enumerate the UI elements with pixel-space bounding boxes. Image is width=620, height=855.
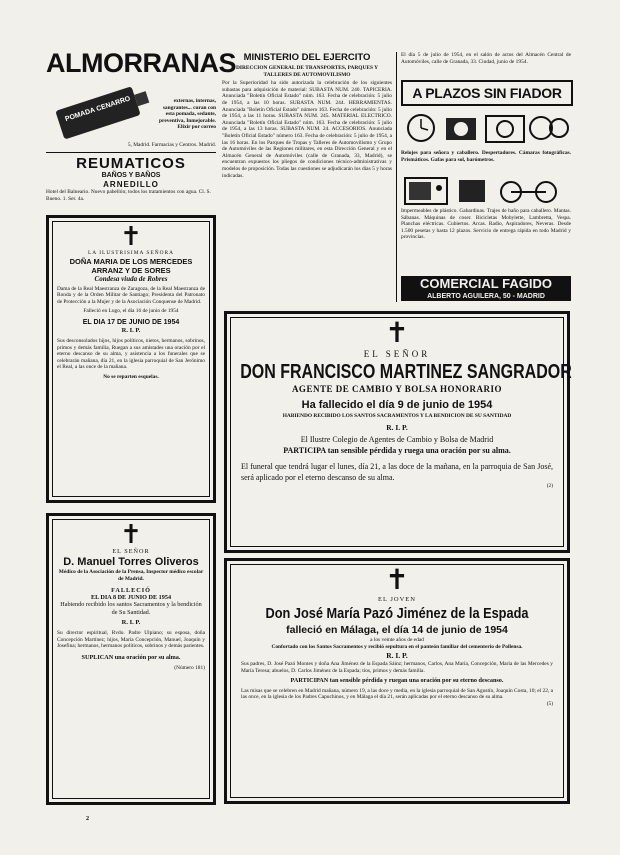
torres-family: Su director espiritual, Rvdo. Padre Ulpiano; su esposa, doña Concepción Martínez; hijos, María Concepción, Manuel, Joaquín y Josefina; hermanos, hermanos políticos, sobrinos y demás parientes. (57, 630, 205, 650)
esquela-sangrador (224, 311, 570, 553)
reumaticos-body: Hotel del Balneario. Nuevo pabellón; todos los tratamientos con agua. Cl. S. Bueno. 1. Ser. 4a. (46, 189, 211, 202)
ministerio-subtitle: DIRECCION GENERAL DE TRANSPORTES, PARQUES Y TALLERES DE AUTOMOVILISMO (236, 65, 378, 78)
reumaticos-ad (46, 155, 216, 207)
cross-icon: ✝ (120, 520, 142, 549)
pazo-received: Confortado con los Santos Sacramentos y recibió sepultura en el panteón familiar del cementerio de Pollensa. (271, 643, 523, 650)
almorranas-side-text: externas, internas, sangrantes... curan con esta pomada, sedante, preventiva, Inmejorable. Elixir por correo (159, 98, 216, 131)
ministerio-title: MINISTERIO DEL EJERCITO (243, 52, 371, 63)
condesa-small-note: Falleció en Lugo, el día 16 de junio de 1954 (83, 308, 179, 315)
pazo-family: Sus padres, D. José Pazó Montes y doña Ana Jiménez de la Espada Sáinz; hermanos, Carlos, Ana María, Concepción, María de las Mercedes y María Teresa; abuelos, D. Carlos Jiménez de la Espada; tíos, primos y demás familia. (241, 661, 553, 674)
sangrador-rip: R. I. P. (386, 422, 408, 432)
cross-icon: ✝ (385, 565, 409, 596)
plazos-text: Relojes para señora y caballero. Despertadores. Cámaras fotográficas. Prismáticos. Gafas para sol, barómetros. (401, 150, 571, 163)
pazo-masses: Las misas que se celebren en Madrid mañana, número 19, a las doce y media, en la iglesia parroquial de San Agustín, Joaquín Costa, 10; el 22, a las once, en la iglesia de los Padres Capuchinos, y en Málaga el día 21, serán aplicadas por el eterno descanso de su alma. (241, 687, 553, 701)
sangrador-role: AGENTE DE CAMBIO Y BOLSA HONORARIO (291, 384, 503, 394)
esquela-pazo (224, 558, 570, 804)
pazo-code: (5) (546, 700, 553, 707)
plazos-title: A PLAZOS SIN FIADOR (401, 80, 573, 106)
condesa-title: Condesa viuda de Robres (94, 274, 168, 283)
condesa-name: DOÑA MARIA DE LOS MERCEDES ARRANZ Y DE SORES (69, 256, 193, 275)
condesa-date: EL DIA 17 DE JUNIO DE 1954 (82, 318, 180, 326)
plazos-text2: Impermeables de plástico. Gabardinas. Trajes de baño para caballero. Mantas. Sábanas. Máquinas de coser. Bicicletas Mobylette, Lambretta, Vespa. Planchas eléctricas. Cubiertos. Arcas. Radio, Aspiradores, Neveras. Desde 1.500 pesetas y hasta 12 plazos. Servicio de entrega rápida en todo Madrid y provincias. (401, 208, 571, 241)
esquela-condesa (46, 215, 216, 503)
torres-footer: (Número 181) (174, 665, 205, 672)
products-illustration (401, 110, 571, 148)
sangrador-colegio: El Ilustre Colegio de Agentes de Cambio y Bolsa de Madrid (300, 434, 494, 444)
pazo-header: EL JOVEN (378, 596, 416, 603)
tube-label: POMADA CENARRO (64, 95, 132, 124)
torres-rip: R. I. P. (121, 619, 141, 627)
torres-received: Habiendo recibido los santos Sacramentos y la bendición de Su Santidad. (60, 601, 202, 616)
condesa-family: Sus desconsolados hijos, hijos políticos, nietos, hermanos, sobrinos, primos y demás familia, Ruegan a sus amistades una oración por el eterno descanso de su alma, y asistencia a los funerales que se celebrarán mañana, día 21, en la iglesia parroquial de San Jerónimo el Real, a las once de la mañana. (57, 337, 205, 371)
almorranas-ad (46, 48, 236, 148)
ministerio-body: Por la Superioridad ha sido autorizada la celebración de los siguientes subastas para adquisición de material: SUBASTA NUM. 240. TAPICERIA. Anunciada "Boletín Oficial Estado" núm. 163. Fecha de celebración: 5 julio de 1954, a las 10 horas. SUBASTA NUM. 244. HERRAMIENTAS. Anunciada "Boletín Oficial Estado" número 163. Fecha de celebración: 5 julio de 1954, a las 11 horas. SUBASTA NUM. 245. MATERIAL ELECTRICO. Anunciada "Boletín Oficial Estado" núm. 163. Fecha de celebración: 5 julio de 1954, a las 13 horas. SUBASTA NUM. 24. ACCESORIOS. Anunciada "Boletín Oficial Estado" número 163. Fecha de celebración: 5 julio de 1954, a las 16 horas. En los Parques de Tropas y Talleres de Automovilismo y Grupo de Automóviles de las Regiones militares, en esta Dirección General y en el Almacén General de Automóviles (calle de Granada, 33, Madrid), se encuentran expuestos los pliegos de condiciones técnico-administrativas y modelos de proposición. Todas las cuestiones se adjudicarán los días 5 y horas indicadas. (222, 80, 392, 179)
torres-name: D. Manuel Torres Oliveros (63, 556, 199, 569)
plazos-address: ALBERTO AGUILERA, 50 - MADRID (401, 292, 571, 301)
torres-role: Médico de la Asociación de la Prensa, Inspector médico escolar de Madrid. (58, 569, 204, 582)
ministerio-notice (222, 52, 392, 302)
page-footer-mark: 2 (86, 815, 90, 822)
plazos-ad (401, 80, 571, 302)
reumaticos-line2: ARNEDILLO (103, 180, 159, 189)
torres-date: EL DIA 8 DE JUNIO DE 1954 (90, 594, 172, 601)
cross-icon: ✝ (120, 222, 142, 251)
condesa-header: LA ILUSTRISIMA SEÑORA (88, 250, 174, 256)
torres-fallecio: FALLECIÓ (111, 586, 151, 594)
pazo-name: Don José María Pazó Jiménez de la Espada (265, 605, 529, 622)
torres-header: EL SEÑOR (112, 548, 150, 555)
reumaticos-title: REUMATICOS (76, 155, 186, 172)
condesa-closing: No se reparten esquelas. (103, 373, 159, 380)
sangrador-died: Ha fallecido el día 9 de junio de 1954 (301, 399, 493, 411)
sangrador-participa: PARTICIPA tan sensible pérdida y ruega una oración por su alma. (283, 445, 511, 455)
sangrador-received: HABIENDO RECIBIDO LOS SANTOS SACRAMENTOS Y LA BENDICION DE SU SANTIDAD (282, 413, 512, 419)
ointment-tube-icon (55, 83, 152, 142)
cross-icon: ✝ (385, 318, 409, 349)
sangrador-funeral: El funeral que tendrá lugar el lunes, día 21, a las doce de la mañana, en la parroquia de San José, será aplicado por el eterno descanso de su alma. (241, 461, 553, 482)
pazo-died: falleció en Málaga, el día 14 de junio de 1954 (286, 624, 508, 636)
pazo-age: a los veinte años de edad (370, 637, 424, 643)
plazos-comercial: COMERCIAL FAGIDO (401, 276, 571, 292)
ministerio-right-note: El día 5 de julio de 1954, en el salón de actos del Almacén Central de Automóviles, calle de Granada, 33. Ciudad, junio de 1954. (401, 52, 571, 65)
radio-illustration (401, 176, 571, 206)
reumaticos-line1: BAÑOS Y BAÑOS (101, 172, 161, 179)
sangrador-header: EL SEÑOR (363, 349, 431, 359)
condesa-rip: R. I. P. (121, 326, 141, 334)
sangrador-name: DON FRANCISCO MARTINEZ SANGRADOR (240, 361, 572, 383)
torres-ruegan: SUPLICAN una oración por su alma. (81, 654, 181, 661)
almorranas-title: ALMORRANAS (46, 48, 236, 78)
pazo-participan: PARTICIPAN tan sensible pérdida y ruegan una oración por su eterno descanso. (290, 677, 504, 685)
condesa-body: Dama de la Real Maestranza de Zaragoza, de la Real Maestranza de Ronda y de la Orden Militar de Santiago; Presidenta del Patronato de Protección a la Mujer y de la Asociación Conquense de Madrid. (57, 285, 205, 305)
esquela-torres (46, 513, 216, 805)
sangrador-code: (2) (546, 482, 553, 489)
pazo-rip: R. I. P. (386, 651, 408, 661)
almorranas-address: 5, Madrid. Farmacias y Centros. Madrid. (127, 142, 216, 148)
